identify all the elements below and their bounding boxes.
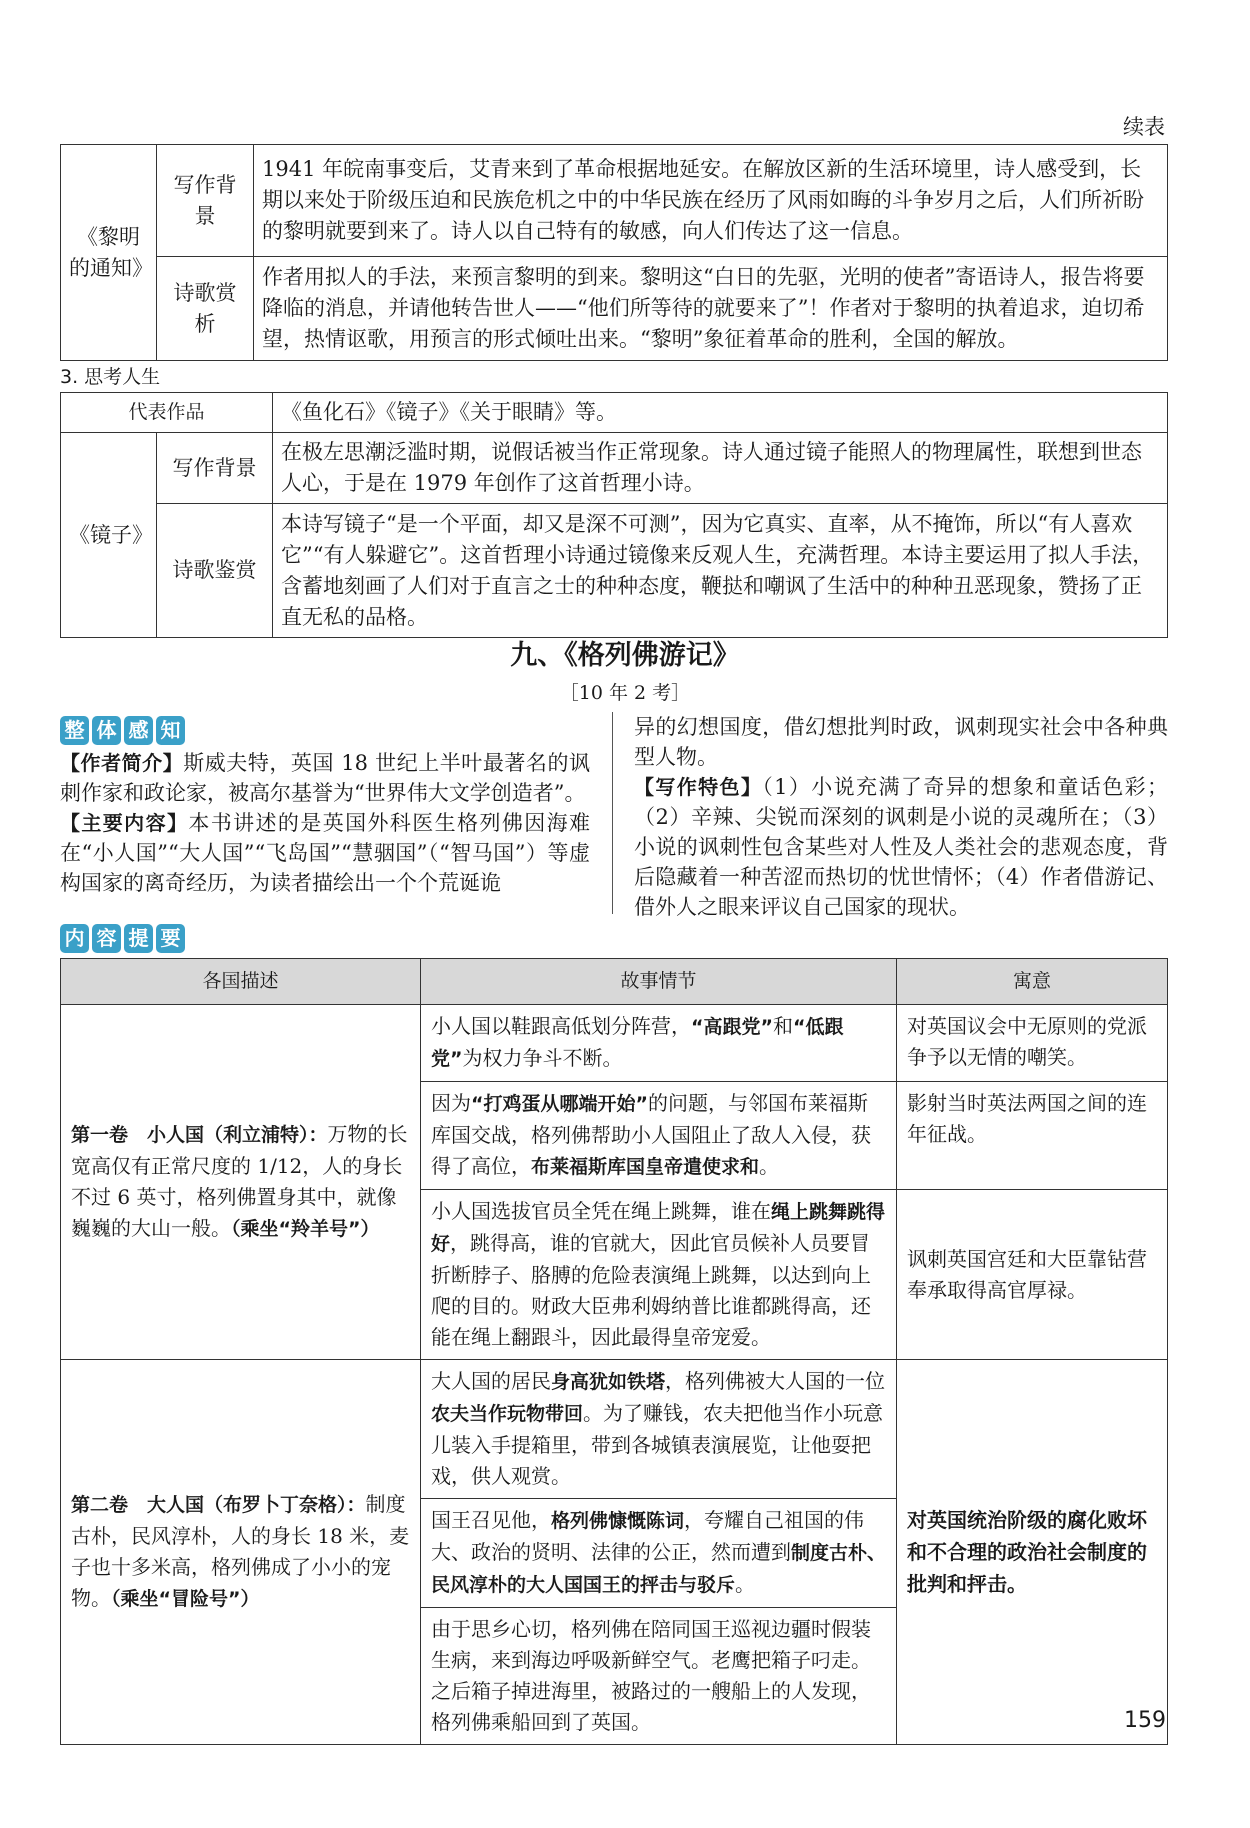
chapter-title: 九、《格列佛游记》 — [510, 640, 740, 671]
style-tag: 【写作特色】 — [634, 775, 763, 799]
vol2-meaning: 对英国统治阶级的腐化败坏和不合理的政治社会制度的批判和抨击。 — [897, 1360, 1168, 1745]
rep-value: 《鱼化石》《镜子》《关于眼睛》等。 — [273, 393, 1168, 433]
poem-table-mirror — [60, 392, 1168, 638]
overview-left-column — [60, 748, 590, 898]
header-plot: 故事情节 — [421, 959, 897, 1005]
row-label: 写作背景 — [157, 433, 273, 504]
plot-cell: 小人国以鞋跟高低划分阵营，“高跟党”和“低跟党”为权力争斗不断。 — [421, 1005, 897, 1082]
page-number: 159 — [1124, 1708, 1166, 1733]
summary-table — [60, 958, 1168, 1745]
vol1-description — [61, 1005, 421, 1360]
meaning-cell: 对英国议会中无原则的党派争予以无情的嘲笑。 — [897, 1005, 1168, 1082]
content-continued: 异的幻想国度，借幻想批判时政，讽刺现实社会中各种典型人物。 — [634, 715, 1168, 769]
badge-char: 要 — [156, 924, 185, 953]
vol2-title: 第二卷 大人国（布罗卜丁奈格）： — [71, 1494, 366, 1516]
badge-char: 体 — [92, 716, 121, 745]
vol2-ride: （乘坐“冒险号”） — [111, 1588, 260, 1610]
plot-cell: 因为“打鸡蛋从哪端开始”的问题，与邻国布莱福斯库国交战，格列佛帮助小人国阻止了敌人入侵，获得了高位，布莱福斯库国皇帝遣使求和。 — [421, 1082, 897, 1190]
badge-char: 内 — [60, 924, 89, 953]
exam-count: ［10 年 2 考］ — [559, 682, 691, 704]
vol1-desc: 万物的长宽高仅有正常尺度的 1/12，人的身长不过 6 英寸，格列佛置身其中，就像巍巍的大山一般。 — [71, 1122, 408, 1240]
poem-table-dawn — [60, 144, 1168, 361]
row-label: 写作背景 — [157, 145, 254, 257]
row-text: 1941 年皖南事变后，艾青来到了革命根据地延安。在解放区新的生活环境里，诗人感受到，长期以来处于阶级压迫和民族危机之中的中华民族在经历了风雨如晦的斗争岁月之后，人们所祈盼的黎明就要到来了。诗人以自己特有的敏感，向人们传达了这一信息。 — [254, 145, 1168, 257]
row-text: 在极左思潮泛滥时期，说假话被当作正常现象。诗人通过镜子能照人的物理属性，联想到世态人心，于是在 1979 年创作了这首哲理小诗。 — [273, 433, 1168, 504]
section-heading: 3. 思考人生 — [60, 366, 161, 388]
badge-char: 容 — [92, 924, 121, 953]
plot-cell: 由于思乡心切，格列佛在陪同国王巡视边疆时假装生病，来到海边呼吸新鲜空气。老鹰把箱子叼走。之后箱子掉进海里，被路过的一艘船上的人发现，格列佛乘船回到了英国。 — [421, 1608, 897, 1745]
work-title: 《黎明的通知》 — [61, 145, 157, 361]
badge-char: 感 — [124, 716, 153, 745]
work-title: 《镜子》 — [61, 433, 157, 638]
row-label: 诗歌赏析 — [157, 257, 254, 361]
header-meaning: 寓意 — [897, 959, 1168, 1005]
meaning-cell: 影射当时英法两国之间的连年征战。 — [897, 1082, 1168, 1190]
row-label: 诗歌鉴赏 — [157, 504, 273, 638]
vol1-title: 第一卷 小人国（利立浦特）： — [71, 1124, 328, 1146]
vol2-desc: 制度古朴，民风淳朴，人的身长 18 米，麦子也十多米高，格列佛成了小小的宠物。 — [71, 1492, 410, 1610]
vol1-ride: （乘坐“羚羊号”） — [231, 1218, 380, 1240]
style-text: （1）小说充满了奇异的想象和童话色彩；（2）辛辣、尖锐而深刻的讽刺是小说的灵魂所在；（3）小说的讽刺性包含某些对人性及人类社会的悲观态度，背后隐藏着一种苦涩而热切的忧世情怀；（4）作者借游记、借外人之眼来评议自己国家的现状。 — [634, 775, 1169, 919]
badge-char: 整 — [60, 716, 89, 745]
summary-badge — [60, 924, 185, 953]
plot-cell: 小人国选拔官员全凭在绳上跳舞，谁在绳上跳舞跳得好，跳得高，谁的官就大，因此官员候补人员要冒折断脖子、胳膊的危险表演绳上跳舞，以达到向上爬的目的。财政大臣弗利姆纳普比谁都跳得高，还能在绳上翻跟斗，因此最得皇帝宠爱。 — [421, 1190, 897, 1360]
overview-badge — [60, 716, 185, 745]
plot-cell: 国王召见他，格列佛慷慨陈词，夸耀自己祖国的伟大、政治的贤明、法律的公正，然而遭到制度古朴、民风淳朴的大人国国王的抨击与驳斥。 — [421, 1499, 897, 1608]
overview-right-column — [634, 712, 1168, 922]
author-tag: 【作者简介】 — [60, 751, 184, 775]
row-text: 本诗写镜子“是一个平面，却又是深不可测”，因为它真实、直率，从不掩饰，所以“有人喜欢它”“有人躲避它”。这首哲理小诗通过镜像来反观人生，充满哲理。本诗主要运用了拟人手法，含蓄地刻画了人们对于直言之士的种种态度，鞭挞和嘲讽了生活中的种种丑恶现象，赞扬了正直无私的品格。 — [273, 504, 1168, 638]
content-text: 本书讲述的是英国外科医生格列佛因海难在“小人国”“大人国”“飞岛国”“慧骃国”（“智马国”）等虚构国家的离奇经历，为读者描绘出一个个荒诞诡 — [60, 811, 591, 895]
rep-label: 代表作品 — [61, 393, 273, 433]
column-divider — [612, 712, 613, 914]
badge-char: 知 — [156, 716, 185, 745]
badge-char: 提 — [124, 924, 153, 953]
meaning-cell: 讽刺英国宫廷和大臣靠钻营奉承取得高官厚禄。 — [897, 1190, 1168, 1360]
plot-cell: 大人国的居民身高犹如铁塔，格列佛被大人国的一位农夫当作玩物带回。为了赚钱，农夫把他当作小玩意儿装入手提箱里，带到各城镇表演展览，让他耍把戏，供人观赏。 — [421, 1360, 897, 1499]
author-text: 斯威夫特，英国 18 世纪上半叶最著名的讽刺作家和政论家，被高尔基誉为“世界伟大文学创造者”。 — [60, 751, 590, 805]
continued-label: 续表 — [1123, 115, 1165, 139]
vol2-description — [61, 1360, 421, 1745]
row-text: 作者用拟人的手法，来预言黎明的到来。黎明这“白日的先驱，光明的使者”寄语诗人，报告将要降临的消息，并请他转告世人——“他们所等待的就要来了”！作者对于黎明的执着追求，迫切希望，热情讴歌，用预言的形式倾吐出来。“黎明”象征着革命的胜利，全国的解放。 — [254, 257, 1168, 361]
content-tag: 【主要内容】 — [60, 811, 189, 835]
header-countries: 各国描述 — [61, 959, 421, 1005]
